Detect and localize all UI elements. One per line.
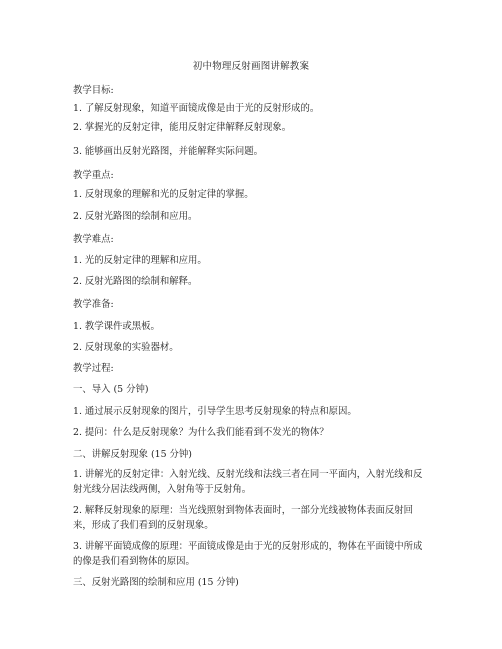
intro-item-2: 2. 提问：什么是反射现象？为什么我们能看到不发光的物体？ <box>73 427 329 438</box>
process-step-explanation: 二、讲解反射现象 (15 分钟) <box>73 449 192 460</box>
key-point-item-1: 1. 反射现象的理解和光的反射定律的掌握。 <box>73 189 254 200</box>
process-step-intro: 一、导入 (5 分钟) <box>73 384 149 395</box>
objective-item-2: 2. 掌握光的反射定律，能用反射定律解释反射现象。 <box>73 122 292 133</box>
preparation-item-2: 2. 反射现象的实验器材。 <box>73 342 179 353</box>
objective-item-1: 1. 了解反射现象，知道平面镜成像是由于光的反射形成的。 <box>73 103 320 114</box>
section-heading-difficulties: 教学难点: <box>73 234 114 245</box>
preparation-item-1: 1. 教学课件或黑板。 <box>73 321 160 332</box>
section-heading-preparation: 教学准备: <box>73 299 114 310</box>
section-heading-key-points: 教学重点: <box>73 170 114 181</box>
intro-item-1: 1. 通过展示反射现象的图片，引导学生思考反射现象的特点和原因。 <box>73 406 357 417</box>
explanation-item-2: 2. 解释反射现象的原理：当光线照射到物体表面时，一部分光线被物体表面反射回来，形成了我们看到的反射现象。 <box>73 505 414 531</box>
objective-item-3: 3. 能够画出反射光路图，并能解释实际问题。 <box>73 146 264 157</box>
difficulty-item-2: 2. 反射光路图的绘制和解释。 <box>73 276 198 287</box>
section-heading-process: 教学过程: <box>73 363 114 374</box>
section-heading-objectives: 教学目标: <box>73 85 114 96</box>
explanation-item-3: 3. 讲解平面镜成像的原理：平面镜成像是由于光的反射形成的，物体在平面镜中所成的像是我们看到物体的原因。 <box>73 541 423 567</box>
document-title: 初中物理反射画图讲解教案 <box>192 61 310 72</box>
difficulty-item-1: 1. 光的反射定律的理解和应用。 <box>73 255 207 266</box>
explanation-item-1: 1. 讲解光的反射定律：入射光线、反射光线和法线三者在同一平面内，入射光线和反射光线分居法线两侧，入射角等于反射角。 <box>73 469 423 495</box>
process-step-ray-diagram: 三、反射光路图的绘制和应用 (15 分钟) <box>73 577 239 588</box>
key-point-item-2: 2. 反射光路图的绘制和应用。 <box>73 211 198 222</box>
